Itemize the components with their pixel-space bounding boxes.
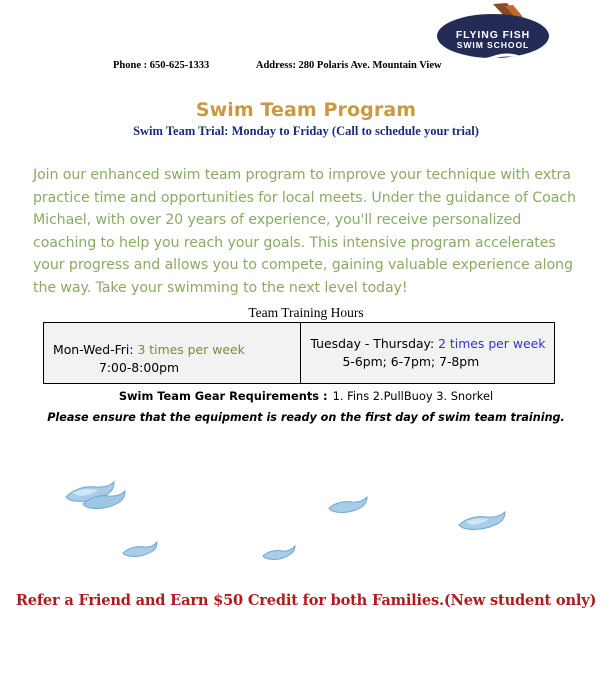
- fish-icon: [455, 507, 511, 540]
- fish-icon: [120, 539, 162, 566]
- gear-label: Swim Team Gear Requirements :: [118, 389, 328, 403]
- page-subtitle: Swim Team Trial: Monday to Friday (Call to schedule your trial): [133, 124, 479, 138]
- logo-line2: SWIM SCHOOL: [456, 40, 530, 50]
- days-label: Mon-Wed-Fri:: [53, 342, 134, 357]
- schedule-line-days: [311, 336, 546, 351]
- fish-icon: [260, 543, 300, 568]
- table-cell-tue-thu: [301, 323, 555, 383]
- schedule-line-times: 7:00-8:00pm: [99, 360, 180, 375]
- fish-icon: [80, 487, 130, 518]
- fish-icon: [326, 493, 372, 522]
- phone-text: Phone : 650-625-1333: [113, 60, 210, 71]
- gear-note: Please ensure that the equipment is ready on the first day of swim team training.: [47, 411, 565, 424]
- frequency-value: 2 times per week: [438, 336, 546, 351]
- gear-requirements: [0, 389, 612, 403]
- gear-items: 1. Fins 2.PullBuoy 3. Snorkel: [332, 389, 494, 403]
- logo-wave-icon: [437, 50, 549, 58]
- training-hours-table: [43, 322, 555, 384]
- page-title: Swim Team Program: [195, 99, 417, 121]
- table-cell-mwf: [44, 323, 301, 383]
- brand-logo: [437, 2, 549, 58]
- logo-line1: FLYING FISH: [455, 29, 531, 41]
- table-caption: Team Training Hours: [248, 305, 364, 320]
- schedule-line-days: [53, 342, 245, 357]
- logo-badge: [437, 14, 549, 58]
- address-text: Address: 280 Polaris Ave. Mountain View: [255, 60, 442, 71]
- days-label: Tuesday - Thursday:: [310, 336, 435, 351]
- referral-offer: Refer a Friend and Earn $50 Credit for both Families.(New student only): [15, 592, 597, 609]
- program-description: Join our enhanced swim team program to improve your technique with extra practice time and opportunities for local meets. Under the guidance of Coach Michael, with over 20 years of experience, you'll receive personalized coaching to help you reach your goals. This intensive program accelerates your progress and allows you to compete, gaining valuable experience along the way. Take your swimming to the next level today!: [33, 167, 576, 296]
- fish-decoration-group: [0, 455, 612, 575]
- frequency-value: 3 times per week: [137, 342, 245, 357]
- contact-info: [113, 60, 442, 71]
- schedule-line-times: 5-6pm; 6-7pm; 7-8pm: [342, 354, 480, 369]
